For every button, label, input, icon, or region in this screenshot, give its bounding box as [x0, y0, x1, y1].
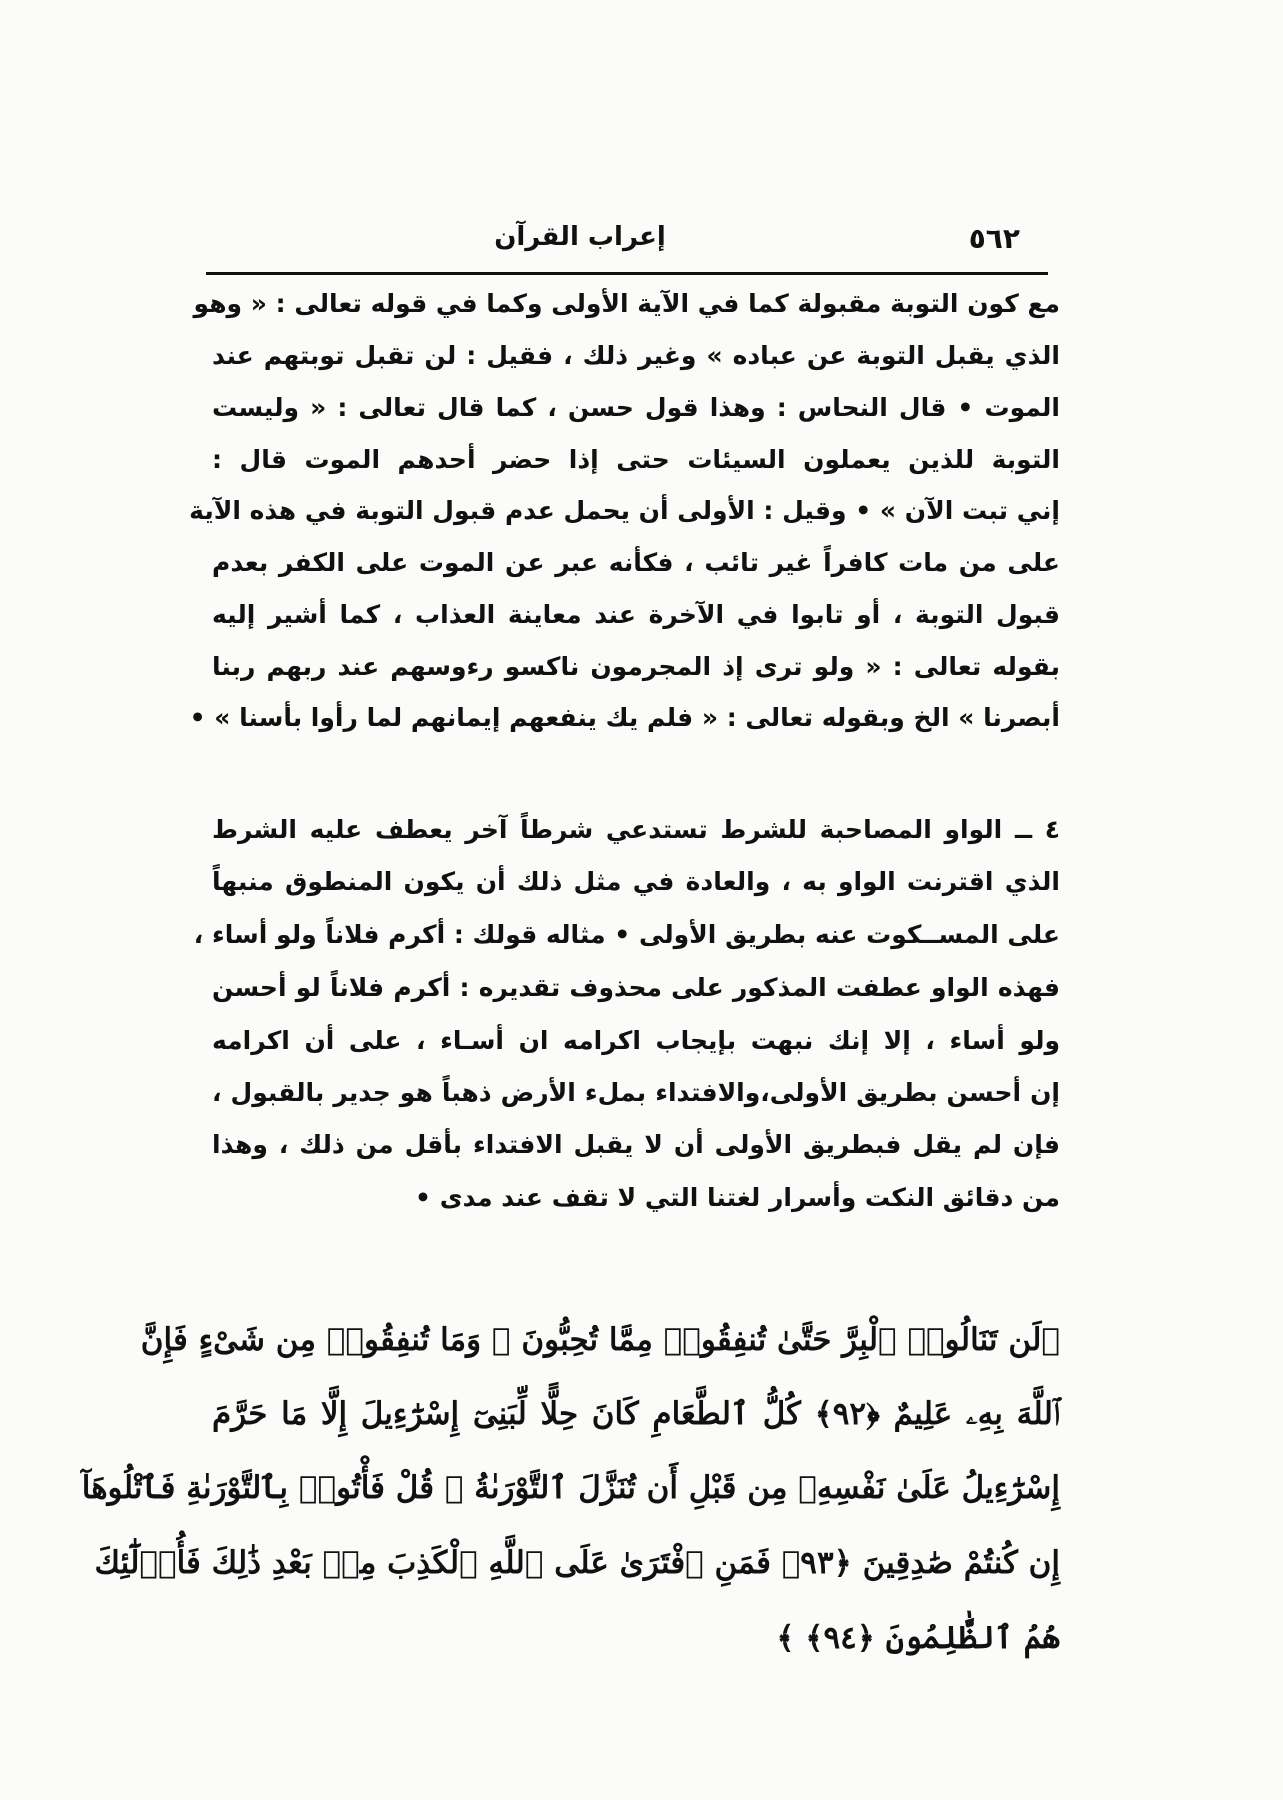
text-line: فإن لم يقل فبطريق الأولى أن لا يقبل الافتداء بأقل من ذلك ، وهذا [212, 1130, 1060, 1159]
page-number: ٥٦٢ [968, 222, 1020, 255]
header-rule [206, 272, 1048, 275]
text-line: التوبة للذين يعملون السيئات حتى إذا حضر أحدهم الموت قال : [212, 445, 1060, 474]
verse-line: إِن كُنتُمْ صَٰدِقِينَ ﴿٩٣﴾ فَمَنِ ٱفْتَرَىٰ عَلَى ٱللَّهِ ٱلْكَذِبَ مِنۢ بَعْدِ ذَٰلِكَ فَأُو۟لَٰٓئِكَ [94, 1545, 1060, 1581]
verse-line: إِسْرَٰٓءِيلُ عَلَىٰ نَفْسِهِۦ مِن قَبْلِ أَن تُنَزَّلَ ٱلتَّوْرَىٰةُ ۗ قُلْ فَأْتُوا۟ بِٱلتَّوْرَىٰةِ فَٱتْلُوهَآ [81, 1470, 1060, 1506]
text-line: من دقائق النكت وأسرار لغتنا التي لا تقف عند مدى • [415, 1183, 1060, 1212]
verse-line: ٱللَّهَ بِهِۦ عَلِيمٌ ﴿٩٢﴾ كُلُّ ٱلطَّعَامِ كَانَ حِلًّا لِّبَنِىٓ إِسْرَٰٓءِيلَ إِلَّا مَا حَرَّمَ [212, 1396, 1061, 1432]
text-line: إن أحسن بطريق الأولى،والافتداء بملء الأرض ذهباً هو جدير بالقبول ، [212, 1078, 1060, 1107]
running-title: إعراب القرآن [494, 222, 666, 252]
text-line: ٤ ــ الواو المصاحبة للشرط تستدعي شرطاً آخر يعطف عليه الشرط [212, 815, 1060, 844]
text-line: قبول التوبة ، أو تابوا في الآخرة عند معاينة العذاب ، كما أشير إليه [212, 600, 1060, 629]
text-line: الذي يقبل التوبة عن عباده » وغير ذلك ، فقيل : لن تقبل توبتهم عند [212, 341, 1060, 370]
verse-line: ﴿لَن تَنَالُوا۟ ٱلْبِرَّ حَتَّىٰ تُنفِقُوا۟ مِمَّا تُحِبُّونَ ۚ وَمَا تُنفِقُوا۟ مِن شَىْءٍ فَإِنَّ [140, 1322, 1060, 1358]
text-line: الذي اقترنت الواو به ، والعادة في مثل ذلك أن يكون المنطوق منبهاً [212, 867, 1060, 896]
text-line: على المســكوت عنه بطريق الأولى • مثاله قولك : أكرم فلاناً ولو أساء ، [193, 920, 1060, 949]
text-line: بقوله تعالى : « ولو ترى إذ المجرمون ناكسو رءوسهم عند ربهم ربنا [212, 652, 1060, 681]
text-line: على من مات كافراً غير تائب ، فكأنه عبر عن الموت على الكفر بعدم [212, 548, 1060, 577]
text-line: إني تبت الآن » • وقيل : الأولى أن يحمل عدم قبول التوبة في هذه الآية [189, 496, 1060, 525]
verse-line: هُمُ ٱلظَّٰلِمُونَ ﴿٩٤﴾ ﴾ [776, 1620, 1060, 1656]
text-line: أبصرنا » الخ وبقوله تعالى : « فلم يك ينفعهم إيمانهم لما رأوا بأسنا » • [189, 703, 1060, 732]
text-line: مع كون التوبة مقبولة كما في الآية الأولى وكما في قوله تعالى : « وهو [193, 289, 1060, 318]
text-line: فهذه الواو عطفت المذكور على محذوف تقديره : أكرم فلاناً لو أحسن [212, 973, 1060, 1002]
text-line: ولو أساء ، إلا إنك نبهت بإيجاب اكرامه ان أسـاء ، على أن اكرامه [212, 1026, 1060, 1055]
text-line: الموت • قال النحاس : وهذا قول حسن ، كما قال تعالى : « وليست [212, 393, 1060, 422]
